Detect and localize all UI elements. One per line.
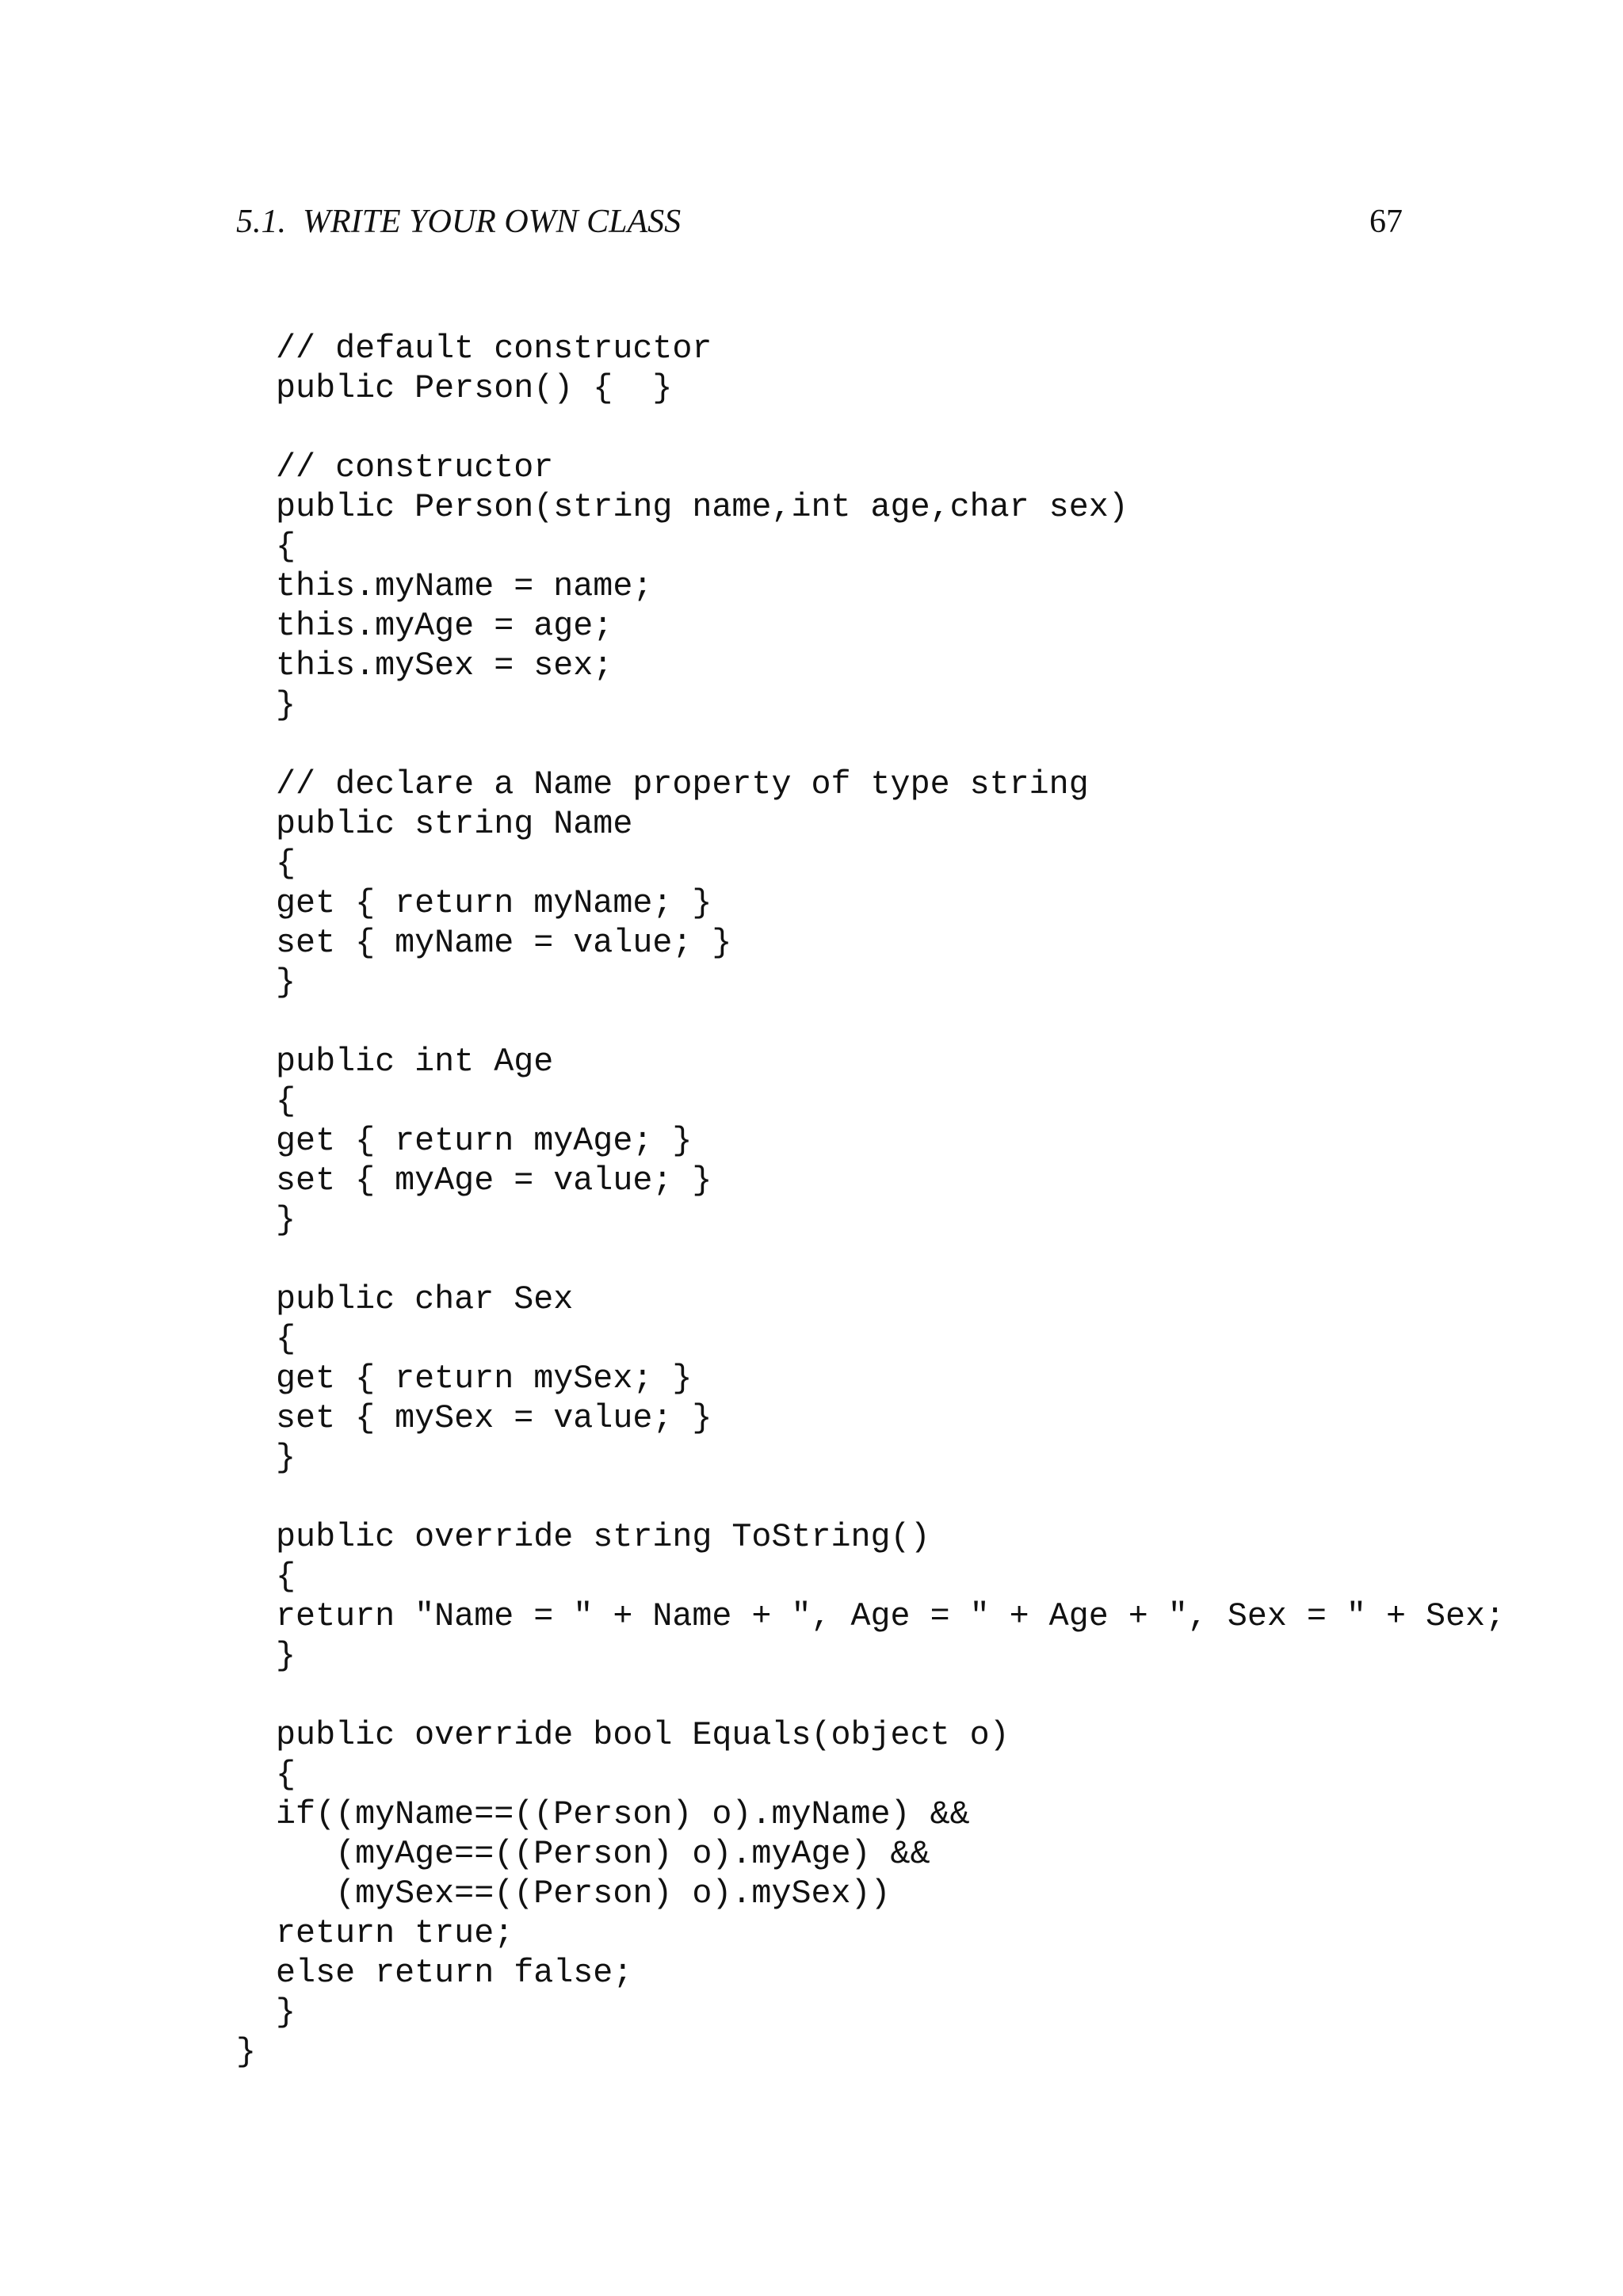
code-line: (myAge==((Person) o).myAge) && — [236, 1835, 930, 1873]
code-line: if((myName==((Person) o).myName) && — [236, 1795, 970, 1833]
code-line: } — [236, 1993, 296, 2031]
code-line: this.mySex = sex; — [236, 646, 613, 685]
code-line — [236, 1240, 1505, 1280]
page-number: 67 — [1369, 204, 1403, 240]
code-line: // constructor — [236, 448, 554, 486]
code-line: public string Name — [236, 805, 633, 843]
code-line — [236, 1478, 1505, 1517]
code-line: public override string ToString() — [236, 1518, 930, 1556]
code-line — [236, 408, 1505, 448]
code-line: return true; — [236, 1914, 514, 1952]
code-line: get { return myAge; } — [236, 1122, 693, 1160]
code-line: // default constructor — [236, 330, 712, 368]
code-line: set { myAge = value; } — [236, 1161, 712, 1199]
code-line: { — [236, 528, 296, 566]
code-line: public override bool Equals(object o) — [236, 1716, 1010, 1754]
code-line: set { myName = value; } — [236, 924, 732, 962]
code-line — [236, 725, 1505, 765]
code-line: { — [236, 845, 296, 883]
code-line: } — [236, 1439, 296, 1477]
running-head: 5.1. WRITE YOUR OWN CLASS — [236, 204, 682, 240]
code-line: public int Age — [236, 1043, 554, 1081]
page-header — [236, 198, 1403, 246]
code-line: get { return myName; } — [236, 884, 712, 922]
code-line: this.myName = name; — [236, 567, 653, 605]
code-line: } — [236, 2033, 257, 2071]
code-line: // declare a Name property of type string — [236, 765, 1089, 803]
code-line — [236, 1676, 1505, 1715]
code-line: public char Sex — [236, 1280, 574, 1318]
code-line: public Person(string name,int age,char sex) — [236, 488, 1128, 526]
code-line: else return false; — [236, 1954, 633, 1992]
code-line: return "Name = " + Name + ", Age = " + Age + ", Sex = " + Sex; — [236, 1597, 1506, 1635]
code-line: } — [236, 1637, 296, 1675]
code-line: } — [236, 963, 296, 1001]
code-line: } — [236, 686, 296, 724]
code-line: set { mySex = value; } — [236, 1399, 712, 1437]
code-line: (mySex==((Person) o).mySex)) — [236, 1875, 891, 1913]
code-line: { — [236, 1756, 296, 1794]
code-line: { — [236, 1320, 296, 1358]
code-line: } — [236, 1201, 296, 1239]
code-line: this.myAge = age; — [236, 607, 613, 645]
code-line: get { return mySex; } — [236, 1360, 693, 1398]
code-line — [236, 1002, 1505, 1042]
code-line: { — [236, 1558, 296, 1596]
code-line: { — [236, 1082, 296, 1120]
code-line: public Person() { } — [236, 369, 673, 407]
code-listing — [236, 329, 1505, 2072]
